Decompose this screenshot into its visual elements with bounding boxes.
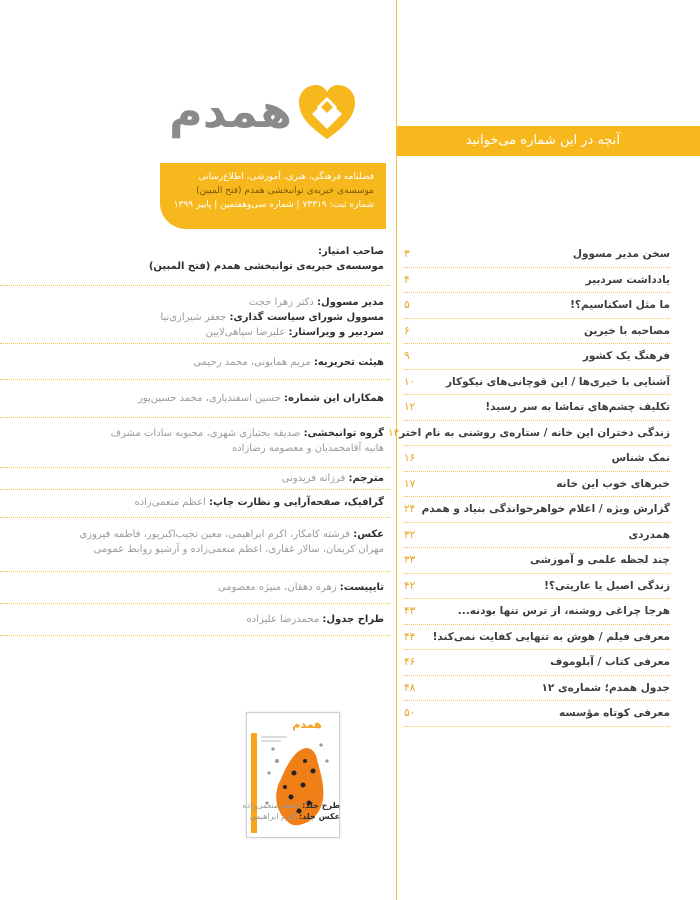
- toc-item: [404, 395, 670, 421]
- toc-item-title: معرفی فیلم / هوش به تنهایی کفایت نمی‌کند!: [432, 630, 670, 643]
- toc-item: [404, 446, 670, 472]
- rehab-label: گروه توانبخشی:: [303, 428, 384, 439]
- toc-item: [404, 370, 670, 396]
- credits-owner: [0, 238, 390, 286]
- credits-column: [0, 238, 390, 636]
- toc-item-title: زندگی اصیل یا عاریتی؟!: [544, 579, 670, 592]
- toc-item-page: ۱۷: [404, 477, 416, 490]
- toc-item-page: ۳۲: [404, 528, 416, 541]
- toc-item-title: همدردی: [628, 528, 670, 541]
- toc-item-title: تکلیف چشم‌های تماشا به سر رسید!: [485, 401, 670, 414]
- director-value: دکتر زهرا حجت: [248, 297, 314, 308]
- toc-item-title: مصاحبه با خیرین: [584, 324, 670, 337]
- toc-item: [404, 650, 670, 676]
- toc-item-page: ۴۶: [404, 656, 416, 669]
- rehab-value-2: هانیه آقامحمدیان و معصومه رضازاده: [231, 443, 384, 454]
- toc-item: [404, 344, 670, 370]
- toc-item-title: هرجا چراغی روشنه، از ترس تنها بودنه...: [457, 605, 670, 618]
- translator-label: مترجم:: [348, 473, 384, 484]
- toc-item: [404, 574, 670, 600]
- toc-item-page: ۴۴: [404, 630, 416, 643]
- photo-value-1: فرشته کامکار، اکرم ابراهیمی، معین نجیب‌اکبرپور، فاطمه فیروزی: [79, 529, 351, 540]
- toc-item: [404, 293, 670, 319]
- cover-photo-label: عکس جلد:: [298, 812, 340, 821]
- puzzle-label: طراح جدول:: [322, 614, 384, 625]
- toc-banner: آنچه در این شماره می‌خوانید: [397, 126, 700, 156]
- board-label: هیئت تحریریه:: [313, 357, 384, 368]
- toc-item-title: سخن مدیر مسوول: [572, 248, 670, 261]
- toc-item-page: ۴۲: [404, 579, 416, 592]
- toc-item: [404, 523, 670, 549]
- toc-item-page: ۴۳: [404, 605, 416, 618]
- editor-label: سردبیر و ویراستار:: [288, 327, 384, 338]
- credits-rehab-group: [0, 418, 390, 468]
- cover-design-value: اعظم منعمی‌زاده: [242, 801, 300, 810]
- toc-item-page: ۳۳: [404, 554, 416, 567]
- rehab-value-1: صدیقه بختیاری شهری، محبوبه سادات مشرف: [110, 428, 301, 439]
- collab-value: حسین اسفندیاری، محمد حسین‌پور: [137, 393, 281, 404]
- credits-photo: [0, 518, 390, 572]
- toc-item-page: ۶: [404, 324, 410, 337]
- masthead-box: [160, 163, 386, 229]
- toc-list: [387, 242, 670, 727]
- puzzle-value: محمدرضا علیزاده: [246, 614, 320, 625]
- photo-label: عکس:: [353, 529, 384, 540]
- toc-item-title: معرفی کوتاه مؤسسه: [558, 707, 670, 720]
- toc-item-title: آشنایی با خیری‌ها / این قوچانی‌های نیکوکار: [446, 375, 670, 388]
- toc-item-title: گزارش ویژه / اعلام خواهرخواندگی بنیاد و همدم: [421, 503, 670, 516]
- toc-item: [404, 497, 670, 523]
- collab-label: همکاران این شماره:: [283, 393, 384, 404]
- graphic-value: اعظم منعمی‌زاده: [134, 497, 206, 508]
- toc-item: [404, 701, 670, 727]
- toc-item-page: ۱۰: [404, 375, 416, 388]
- cover-credits: [170, 800, 340, 822]
- toc-item: [404, 242, 670, 268]
- policy-value: جعفر شیرازی‌نیا: [160, 312, 227, 323]
- masthead-line-1: فصلنامه فرهنگی، هنری، آموزشی، اطلاع‌رسانی: [198, 172, 374, 182]
- toc-item: [404, 676, 670, 702]
- toc-item-page: ۴۸: [404, 681, 416, 694]
- cover-logo-text: همدم: [292, 718, 322, 731]
- toc-item-page: ۵۰: [404, 707, 416, 720]
- toc-item: [404, 268, 670, 294]
- toc-item: [387, 421, 670, 447]
- toc-item-page: ۵: [404, 299, 410, 312]
- toc-item-page: ۲۴: [404, 503, 416, 516]
- masthead-line-3: شماره ثبت: ۷۳۳۱۹ | شماره سی‌وهفتمین | پاییز ۱۳۹۹: [173, 200, 374, 210]
- board-value: مریم همایونی، محمد رحیمی: [193, 357, 311, 368]
- toc-item-title: چند لحظه علمی و آموزشی: [530, 554, 670, 567]
- toc-item-title: خبرهای خوب این خانه: [556, 477, 670, 490]
- toc-item: [404, 548, 670, 574]
- heart-logo-icon: [297, 83, 357, 143]
- cover-photo-value: اکرم ابراهیمی: [249, 812, 297, 821]
- graphic-label: گرافیک، صفحه‌آرایی و نظارت چاپ:: [209, 497, 384, 508]
- credits-board: [0, 344, 390, 380]
- masthead-line-2: موسسه‌ی خیریه‌ی توانبخشی همدم (فتح المبین): [196, 186, 374, 196]
- toc-item: [404, 599, 670, 625]
- owner-value: موسسه‌ی خیریه‌ی توانبخشی همدم (فتح المبین): [148, 261, 384, 272]
- toc-item: [404, 472, 670, 498]
- toc-item-title: یادداشت سردبیر: [585, 273, 670, 286]
- toc-item-title: نمک شناس: [611, 452, 670, 465]
- credits-typist: [0, 572, 390, 604]
- credits-puzzle: [0, 604, 390, 636]
- toc-item: [404, 625, 670, 651]
- toc-item-page: ۱۴: [387, 426, 400, 439]
- typist-value: زهره دهقان، منیژه معصومی: [217, 582, 337, 593]
- credits-collaborators: [0, 380, 390, 418]
- credits-translator: [0, 468, 390, 490]
- translator-value: فرزانه فریدونی: [281, 473, 346, 484]
- director-label: مدیر مسوول:: [317, 297, 384, 308]
- toc-item-title: جدول همدم؛ شماره‌ی ۱۲: [541, 681, 670, 694]
- toc-item-page: ۱۲: [404, 401, 416, 414]
- policy-label: مسوول شورای سیاست گذاری:: [229, 312, 384, 323]
- toc-item-title: زندگی دختران این خانه / ستاره‌ی روشنی به نام اختر: [399, 426, 670, 439]
- toc-item-title: فرهنگ یک کشور: [582, 350, 670, 363]
- cover-design-label: طرح جلد:: [302, 801, 340, 810]
- owner-label: صاحب امتیاز:: [318, 246, 384, 257]
- magazine-logo-wordmark: همدم: [168, 84, 293, 138]
- toc-item-page: ۳: [404, 248, 410, 261]
- typist-label: تایپیست:: [339, 582, 384, 593]
- toc-item-title: معرفی کتاب / آبلوموف: [550, 656, 670, 669]
- toc-item-page: ۱۶: [404, 452, 416, 465]
- toc-item: [404, 319, 670, 345]
- credits-graphic: [0, 490, 390, 518]
- credits-management: [0, 286, 390, 344]
- toc-item-page: ۹: [404, 350, 410, 363]
- editor-value: علیرضا سپاهی‌لایین: [205, 327, 286, 338]
- photo-value-2: مهران کریمان، سالار غفاری، اعظم منعمی‌زاده و آرشیو روابط عمومی: [93, 544, 384, 555]
- toc-item-title: ما مثل اسکناسیم؟!: [570, 299, 670, 312]
- toc-item-page: ۴: [404, 273, 410, 286]
